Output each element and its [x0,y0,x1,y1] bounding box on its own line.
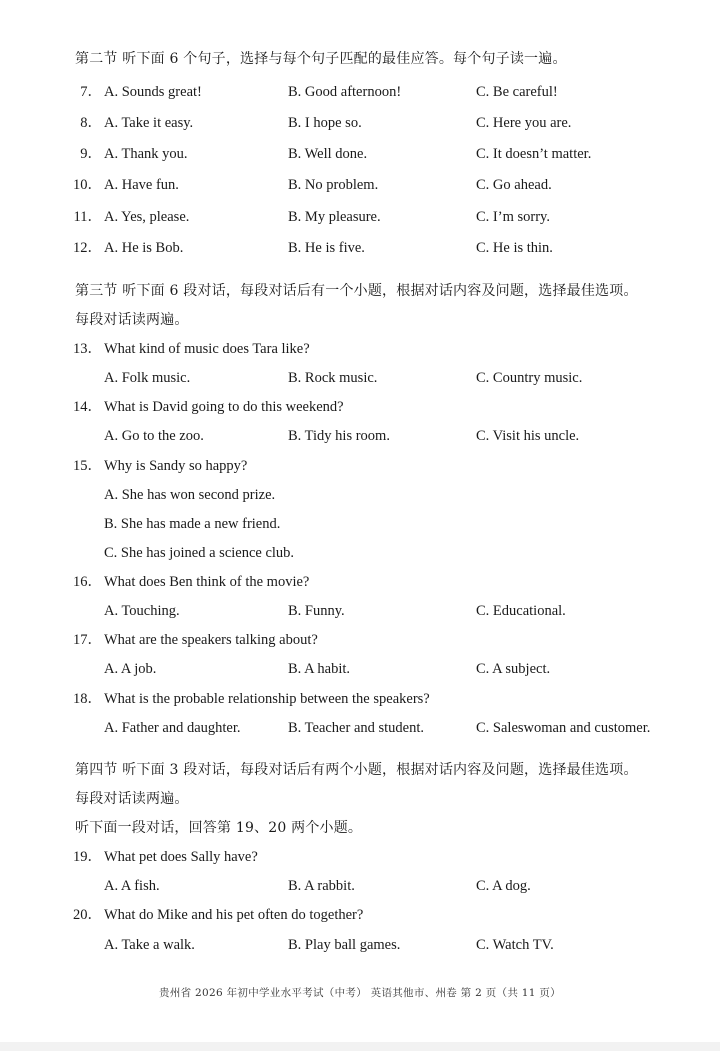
option-c: C. He is thin. [476,240,553,256]
options-row [0,717,720,739]
question-stem [0,688,720,710]
option-c: C. Country music. [476,370,583,386]
options-row [0,875,720,897]
question-stem [0,571,720,593]
question-stem [0,904,720,926]
option-b: B. A rabbit. [288,878,355,894]
section4-instruction: 听下面一段对话，回答第 19、20 两个小题。 [75,820,363,836]
question-number: 14． [73,399,102,415]
option-a: A. Father and daughter. [104,720,241,736]
question-stem [0,846,720,868]
question-text: What do Mike and his pet often do together? [104,907,364,923]
option-a: A. A job. [104,661,157,677]
question-number: 8． [80,115,102,131]
question-row [0,112,720,134]
options-row [0,600,720,622]
option-a: A. Take a walk. [104,937,195,953]
question-number: 19． [73,849,102,865]
option-c: C. Educational. [476,603,566,619]
option-c: C. Watch TV. [476,937,554,953]
option-a: A. Thank you. [104,146,188,162]
page-bottom-edge [0,1042,720,1051]
option-b: B. I hope so. [288,115,362,131]
option-c: C. A dog. [476,878,531,894]
options-row [0,934,720,956]
option-b: B. Play ball games. [288,937,401,953]
section3-heading: 第三节 听下面 6 段对话，每段对话后有一个小题，根据对话内容及问题，选择最佳选项。 [75,283,638,299]
option-line [0,513,720,535]
option-b: B. Good afternoon! [288,84,402,100]
option-line [0,542,720,564]
question-text: What does Ben think of the movie? [104,574,310,590]
question-number: 9． [80,146,102,162]
option-line [0,484,720,506]
option-b: B. Funny. [288,603,345,619]
option-a: A. Take it easy. [104,115,194,131]
question-text: What is the probable relationship between the speakers? [104,691,430,707]
question-number: 16． [73,574,102,590]
question-number: 20． [73,907,102,923]
question-number: 10． [73,177,102,193]
option-c: C. It doesn’t matter. [476,146,592,162]
option-c: C. She has joined a science club. [104,545,295,561]
question-stem [0,396,720,418]
question-stem [0,455,720,477]
question-number: 18． [73,691,102,707]
option-c: C. I’m sorry. [476,209,550,225]
section2-heading: 第二节 听下面 6 个句子，选择与每个句子匹配的最佳应答。每个句子读一遍。 [75,51,567,67]
option-a: A. She has won second prize. [104,487,276,503]
question-text: What is David going to do this weekend? [104,399,344,415]
option-a: A. Go to the zoo. [104,428,204,444]
section4-heading-cont: 每段对话读两遍。 [75,791,189,807]
question-number: 7． [80,84,102,100]
option-c: C. Be careful! [476,84,558,100]
option-b: B. No problem. [288,177,379,193]
options-row [0,425,720,447]
question-row [0,237,720,259]
option-b: B. He is five. [288,240,365,256]
section4-heading: 第四节 听下面 3 段对话，每段对话后有两个小题，根据对话内容及问题，选择最佳选项。 [75,762,638,778]
option-a: A. He is Bob. [104,240,184,256]
question-stem [0,338,720,360]
option-a: A. Touching. [104,603,180,619]
question-text: What are the speakers talking about? [104,632,318,648]
question-row [0,143,720,165]
question-text: What kind of music does Tara like? [104,341,310,357]
option-b: B. My pleasure. [288,209,381,225]
options-row [0,367,720,389]
question-stem [0,629,720,651]
section3-heading-cont: 每段对话读两遍。 [75,312,189,328]
question-number: 11． [73,209,102,225]
option-a: A. Have fun. [104,177,179,193]
option-b: B. Tidy his room. [288,428,390,444]
question-row [0,174,720,196]
options-row [0,658,720,680]
question-number: 15． [73,458,102,474]
option-c: C. Go ahead. [476,177,552,193]
question-number: 12． [73,240,102,256]
page-footer: 贵州省 2026 年初中学业水平考试（中考） 英语其他市、州卷 第 2 页（共 11 页） [159,987,561,999]
option-a: A. Folk music. [104,370,191,386]
question-number: 17． [73,632,102,648]
question-row [0,206,720,228]
option-b: B. A habit. [288,661,351,677]
option-b: B. Teacher and student. [288,720,425,736]
question-text: Why is Sandy so happy? [104,458,248,474]
option-a: A. A fish. [104,878,160,894]
option-c: C. Here you are. [476,115,572,131]
question-number: 13． [73,341,102,357]
option-c: C. Visit his uncle. [476,428,580,444]
option-b: B. Well done. [288,146,368,162]
option-c: C. A subject. [476,661,551,677]
option-b: B. She has made a new friend. [104,516,281,532]
option-c: C. Saleswoman and customer. [476,720,651,736]
option-a: A. Yes, please. [104,209,190,225]
option-a: A. Sounds great! [104,84,202,100]
question-row [0,81,720,103]
question-text: What pet does Sally have? [104,849,258,865]
option-b: B. Rock music. [288,370,378,386]
